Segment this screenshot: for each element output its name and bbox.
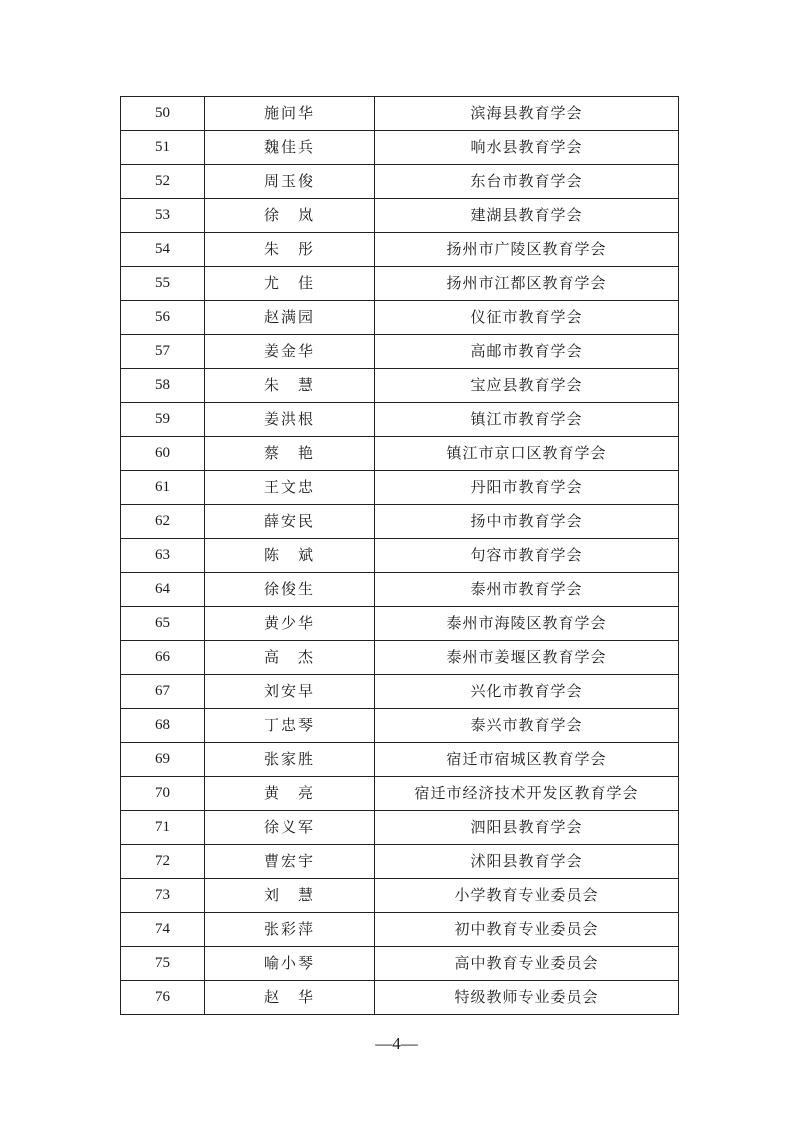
organization-cell: 泰州市教育学会 bbox=[375, 573, 679, 607]
row-number-cell: 63 bbox=[121, 539, 205, 573]
member-name-cell: 刘安早 bbox=[205, 675, 375, 709]
row-number-cell: 64 bbox=[121, 573, 205, 607]
row-number-cell: 56 bbox=[121, 301, 205, 335]
member-name-cell: 薛安民 bbox=[205, 505, 375, 539]
member-name-cell: 魏佳兵 bbox=[205, 131, 375, 165]
organization-cell: 宿迁市经济技术开发区教育学会 bbox=[375, 777, 679, 811]
row-number-cell: 70 bbox=[121, 777, 205, 811]
member-name-cell: 姜洪根 bbox=[205, 403, 375, 437]
row-number-cell: 61 bbox=[121, 471, 205, 505]
member-table-body bbox=[121, 97, 679, 1015]
row-number-cell: 53 bbox=[121, 199, 205, 233]
organization-cell: 仪征市教育学会 bbox=[375, 301, 679, 335]
organization-cell: 兴化市教育学会 bbox=[375, 675, 679, 709]
organization-cell: 高邮市教育学会 bbox=[375, 335, 679, 369]
member-name-cell: 徐俊生 bbox=[205, 573, 375, 607]
table-row bbox=[121, 403, 679, 437]
row-number-cell: 58 bbox=[121, 369, 205, 403]
member-name-cell: 王文忠 bbox=[205, 471, 375, 505]
member-name-cell: 朱 彤 bbox=[205, 233, 375, 267]
table-row bbox=[121, 573, 679, 607]
row-number-cell: 51 bbox=[121, 131, 205, 165]
member-name-cell: 黄 亮 bbox=[205, 777, 375, 811]
member-name-cell: 张彩萍 bbox=[205, 913, 375, 947]
member-name-cell: 朱 慧 bbox=[205, 369, 375, 403]
organization-cell: 高中教育专业委员会 bbox=[375, 947, 679, 981]
member-name-cell: 黄少华 bbox=[205, 607, 375, 641]
organization-cell: 响水县教育学会 bbox=[375, 131, 679, 165]
member-name-cell: 姜金华 bbox=[205, 335, 375, 369]
row-number-cell: 76 bbox=[121, 981, 205, 1015]
organization-cell: 扬州市广陵区教育学会 bbox=[375, 233, 679, 267]
organization-cell: 泰州市海陵区教育学会 bbox=[375, 607, 679, 641]
table-row bbox=[121, 301, 679, 335]
organization-cell: 扬中市教育学会 bbox=[375, 505, 679, 539]
member-name-cell: 喻小琴 bbox=[205, 947, 375, 981]
row-number-cell: 55 bbox=[121, 267, 205, 301]
member-name-cell: 赵满园 bbox=[205, 301, 375, 335]
organization-cell: 滨海县教育学会 bbox=[375, 97, 679, 131]
row-number-cell: 68 bbox=[121, 709, 205, 743]
row-number-cell: 50 bbox=[121, 97, 205, 131]
table-row bbox=[121, 233, 679, 267]
organization-cell: 扬州市江都区教育学会 bbox=[375, 267, 679, 301]
member-name-cell: 尤 佳 bbox=[205, 267, 375, 301]
member-name-cell: 曹宏宇 bbox=[205, 845, 375, 879]
member-name-cell: 丁忠琴 bbox=[205, 709, 375, 743]
table-row bbox=[121, 675, 679, 709]
table-row bbox=[121, 777, 679, 811]
row-number-cell: 69 bbox=[121, 743, 205, 777]
table-row bbox=[121, 539, 679, 573]
table-row bbox=[121, 607, 679, 641]
organization-cell: 宿迁市宿城区教育学会 bbox=[375, 743, 679, 777]
table-row bbox=[121, 981, 679, 1015]
organization-cell: 镇江市京口区教育学会 bbox=[375, 437, 679, 471]
table-row bbox=[121, 267, 679, 301]
table-row bbox=[121, 165, 679, 199]
table-row bbox=[121, 97, 679, 131]
organization-cell: 沭阳县教育学会 bbox=[375, 845, 679, 879]
table-row bbox=[121, 131, 679, 165]
organization-cell: 泰兴市教育学会 bbox=[375, 709, 679, 743]
row-number-cell: 62 bbox=[121, 505, 205, 539]
table-row bbox=[121, 641, 679, 675]
member-name-cell: 蔡 艳 bbox=[205, 437, 375, 471]
organization-cell: 宝应县教育学会 bbox=[375, 369, 679, 403]
table-row bbox=[121, 811, 679, 845]
member-name-cell: 陈 斌 bbox=[205, 539, 375, 573]
organization-cell: 泰州市姜堰区教育学会 bbox=[375, 641, 679, 675]
organization-cell: 泗阳县教育学会 bbox=[375, 811, 679, 845]
row-number-cell: 67 bbox=[121, 675, 205, 709]
row-number-cell: 72 bbox=[121, 845, 205, 879]
organization-cell: 镇江市教育学会 bbox=[375, 403, 679, 437]
organization-cell: 丹阳市教育学会 bbox=[375, 471, 679, 505]
table-row bbox=[121, 199, 679, 233]
member-name-cell: 周玉俊 bbox=[205, 165, 375, 199]
row-number-cell: 60 bbox=[121, 437, 205, 471]
page-number: —4— bbox=[375, 1034, 418, 1053]
table-row bbox=[121, 947, 679, 981]
organization-cell: 小学教育专业委员会 bbox=[375, 879, 679, 913]
member-name-cell: 徐义军 bbox=[205, 811, 375, 845]
table-row bbox=[121, 369, 679, 403]
row-number-cell: 66 bbox=[121, 641, 205, 675]
member-name-cell: 徐 岚 bbox=[205, 199, 375, 233]
organization-cell: 东台市教育学会 bbox=[375, 165, 679, 199]
organization-cell: 初中教育专业委员会 bbox=[375, 913, 679, 947]
member-name-cell: 高 杰 bbox=[205, 641, 375, 675]
member-name-cell: 赵 华 bbox=[205, 981, 375, 1015]
row-number-cell: 73 bbox=[121, 879, 205, 913]
member-name-cell: 施问华 bbox=[205, 97, 375, 131]
row-number-cell: 59 bbox=[121, 403, 205, 437]
table-row bbox=[121, 879, 679, 913]
member-name-cell: 张家胜 bbox=[205, 743, 375, 777]
table-row bbox=[121, 471, 679, 505]
member-name-cell: 刘 慧 bbox=[205, 879, 375, 913]
row-number-cell: 71 bbox=[121, 811, 205, 845]
row-number-cell: 74 bbox=[121, 913, 205, 947]
table-row bbox=[121, 505, 679, 539]
organization-cell: 句容市教育学会 bbox=[375, 539, 679, 573]
organization-cell: 建湖县教育学会 bbox=[375, 199, 679, 233]
row-number-cell: 57 bbox=[121, 335, 205, 369]
table-row bbox=[121, 437, 679, 471]
row-number-cell: 54 bbox=[121, 233, 205, 267]
organization-cell: 特级教师专业委员会 bbox=[375, 981, 679, 1015]
row-number-cell: 52 bbox=[121, 165, 205, 199]
table-row bbox=[121, 709, 679, 743]
table-row bbox=[121, 845, 679, 879]
member-table bbox=[120, 96, 679, 1015]
table-row bbox=[121, 335, 679, 369]
row-number-cell: 65 bbox=[121, 607, 205, 641]
table-row bbox=[121, 743, 679, 777]
row-number-cell: 75 bbox=[121, 947, 205, 981]
table-row bbox=[121, 913, 679, 947]
